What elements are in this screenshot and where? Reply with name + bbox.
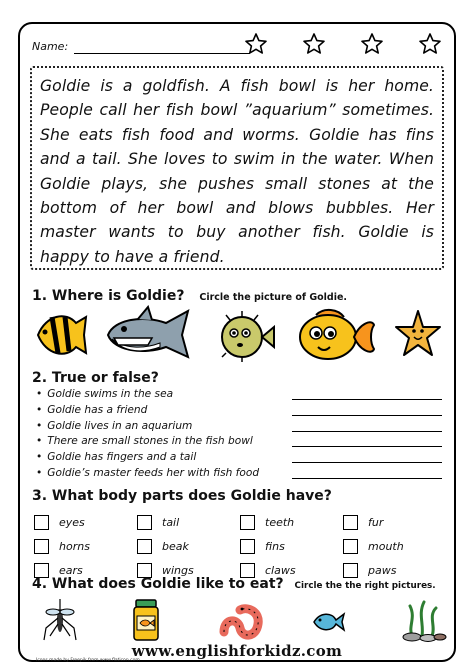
answer-line[interactable] xyxy=(292,431,442,432)
list-item xyxy=(36,451,446,467)
checkbox-label: teeth xyxy=(265,515,295,529)
checkbox[interactable] xyxy=(137,515,152,530)
list-item xyxy=(36,404,446,420)
answer-line[interactable] xyxy=(292,415,442,416)
answer-line[interactable] xyxy=(292,462,442,463)
answer-line[interactable] xyxy=(292,399,442,400)
checkbox-label: claws xyxy=(265,563,296,577)
checkbox-label: fins xyxy=(265,539,285,553)
question-1 xyxy=(32,288,347,304)
checkbox-label: horns xyxy=(59,539,90,553)
worm-icon[interactable] xyxy=(218,598,270,642)
question-2-title: 2. True or false? xyxy=(32,370,159,386)
goldfish-icon[interactable] xyxy=(294,305,376,365)
bullet: • xyxy=(36,466,43,479)
statement-text: Goldie swims in the sea xyxy=(47,388,174,400)
bullet: • xyxy=(36,435,43,448)
checkbox[interactable] xyxy=(343,515,358,530)
question-1-title: 1. Where is Goldie? xyxy=(32,288,185,304)
list-item xyxy=(36,420,446,436)
name-label: Name: xyxy=(32,40,69,53)
list-item xyxy=(36,467,446,483)
question-3 xyxy=(32,488,332,504)
story-box xyxy=(30,66,444,270)
name-field[interactable] xyxy=(74,53,250,54)
checkbox[interactable] xyxy=(240,539,255,554)
water-plant-icon[interactable] xyxy=(398,598,448,642)
checkbox[interactable] xyxy=(34,539,49,554)
icon-credit: Icons made by Freepik from www.flaticon.com xyxy=(36,658,140,663)
statement-text: Goldie lives in an aquarium xyxy=(47,419,193,432)
question-3-title: 3. What body parts does Goldie have? xyxy=(32,488,332,504)
checkbox[interactable] xyxy=(34,515,49,530)
star-icon[interactable] xyxy=(244,32,268,56)
statement-text: Goldie has a friend xyxy=(47,403,148,416)
star-icon[interactable] xyxy=(418,32,442,56)
statement-text: Goldie has fingers and a tail xyxy=(47,451,197,464)
starfish-icon[interactable] xyxy=(392,305,444,365)
checkbox[interactable] xyxy=(240,515,255,530)
statement-text: Goldie’s master feeds her with fish food xyxy=(47,466,260,479)
list-item xyxy=(36,435,446,451)
small-fish-icon[interactable] xyxy=(310,598,346,642)
pufferfish-icon[interactable] xyxy=(214,305,278,365)
list-item xyxy=(36,388,446,404)
answer-line[interactable] xyxy=(292,446,442,447)
story-text: Goldie is a goldfish. A fish bowl is her home. People call her fish bowl ”aquarium” sometimes. She eats fish food and worms. Goldie has fins and a tail. She loves to swim in the water. When Goldie plays, she pushes small stones at the bottom of her bowl and blows bubbles. Her master wants to buy another fish. Goldie is happy to have a friend. xyxy=(40,77,434,266)
checkbox-label: beak xyxy=(162,539,189,553)
body-parts-grid xyxy=(34,510,446,582)
angelfish-icon[interactable] xyxy=(32,305,88,365)
question-4-instruction: Circle the the right pictures. xyxy=(294,581,436,591)
checkbox-row xyxy=(34,510,446,534)
checkbox-label: fur xyxy=(368,515,384,529)
checkbox-label: eyes xyxy=(59,515,85,529)
checkbox-label: mouth xyxy=(368,539,404,553)
question-1-instruction: Circle the picture of Goldie. xyxy=(199,292,348,303)
answer-line[interactable] xyxy=(292,478,442,479)
checkbox-label: paws xyxy=(368,563,397,577)
checkbox-label: wings xyxy=(162,563,194,577)
question-4-title: 4. What does Goldie like to eat? xyxy=(32,576,284,592)
bullet: • xyxy=(36,388,43,400)
bullet: • xyxy=(36,419,43,432)
fish-food-icon[interactable] xyxy=(128,598,164,642)
checkbox[interactable] xyxy=(343,539,358,554)
star-icon[interactable] xyxy=(302,32,326,56)
mosquito-icon[interactable] xyxy=(40,598,80,642)
question-4 xyxy=(32,576,436,592)
checkbox[interactable] xyxy=(137,539,152,554)
checkbox-row xyxy=(34,534,446,558)
shark-icon[interactable] xyxy=(104,305,192,365)
name-row xyxy=(22,36,442,64)
star-icon[interactable] xyxy=(360,32,384,56)
site-url: www.englishforkidz.com xyxy=(131,642,343,660)
rating-stars xyxy=(244,32,442,56)
bullet: • xyxy=(36,403,43,416)
true-false-list xyxy=(36,388,446,483)
question-1-pictures xyxy=(28,305,448,371)
question-2 xyxy=(32,370,159,386)
bullet: • xyxy=(36,451,43,464)
statement-text: There are small stones in the fish bowl xyxy=(47,435,253,448)
question-4-pictures xyxy=(34,598,448,642)
checkbox-label: tail xyxy=(162,515,180,529)
checkbox-label: ears xyxy=(59,563,83,577)
